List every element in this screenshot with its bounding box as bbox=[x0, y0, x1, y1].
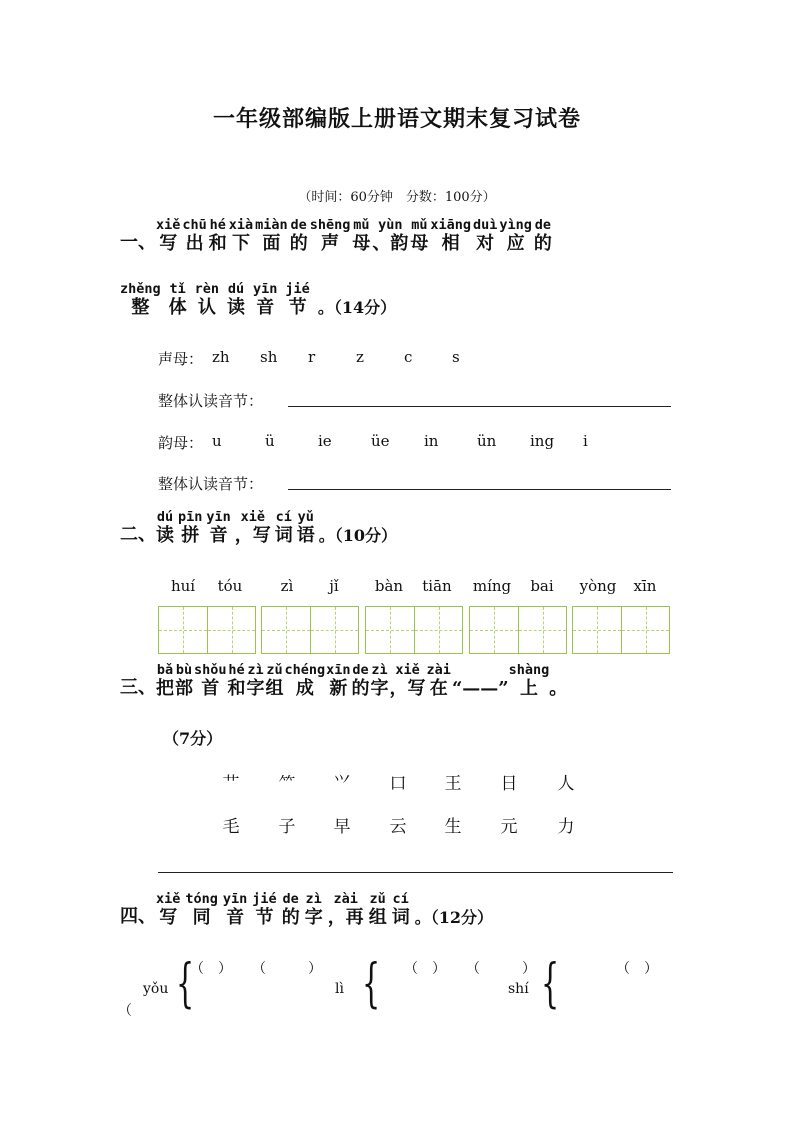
ruby-pinyin: mǔ bbox=[411, 217, 428, 233]
ruby-hanzi: 节 bbox=[255, 907, 274, 928]
writing-cell[interactable] bbox=[414, 607, 462, 653]
ruby-hanzi: 字 bbox=[304, 907, 323, 928]
component-char: 子 bbox=[278, 817, 296, 837]
answer-line-2[interactable] bbox=[288, 489, 671, 490]
ruby-word bbox=[156, 892, 180, 929]
ruby-pinyin: xīn bbox=[326, 662, 351, 678]
ruby-pinyin: zì bbox=[371, 662, 388, 678]
pinyin-prompt: míng bbox=[472, 577, 512, 595]
ruby-hanzi: 体 bbox=[168, 297, 187, 318]
paren-2[interactable]: （ ） bbox=[252, 961, 322, 977]
ruby-pinyin: yǔ bbox=[297, 509, 314, 525]
ruby-word bbox=[255, 218, 288, 255]
sound-you: yǒu bbox=[143, 981, 169, 997]
ruby-pinyin: xiāng bbox=[430, 217, 471, 233]
ruby-word bbox=[227, 282, 245, 319]
ruby-word bbox=[206, 510, 230, 547]
section3-quote: “——” bbox=[451, 678, 509, 699]
letter-item: üe bbox=[371, 432, 390, 450]
component-char: 王 bbox=[444, 774, 462, 794]
ruby-word bbox=[328, 892, 364, 929]
writing-cell[interactable] bbox=[366, 607, 414, 653]
ruby-hanzi: 音 bbox=[256, 297, 275, 318]
ruby-pinyin: tǐ bbox=[169, 281, 186, 297]
ruby-word bbox=[310, 218, 351, 255]
writing-cell[interactable] bbox=[470, 607, 518, 653]
component-char: 力 bbox=[557, 817, 575, 837]
ruby-pinyin: yìng bbox=[499, 217, 532, 233]
ruby-word bbox=[156, 510, 174, 547]
letter-item: r bbox=[308, 348, 316, 366]
ruby-hanzi: 组 bbox=[265, 678, 284, 699]
ruby-hanzi: 字 bbox=[370, 678, 389, 699]
ruby-word bbox=[275, 510, 293, 547]
ruby-hanzi: 把 bbox=[156, 678, 174, 699]
ruby-word bbox=[509, 663, 550, 700]
ruby-pinyin: de bbox=[290, 217, 307, 233]
ruby-word bbox=[369, 892, 387, 929]
ruby-hanzi: 字 bbox=[246, 678, 265, 699]
letter-item: i bbox=[583, 432, 588, 450]
zhengti-label-2: 整体认读音节： bbox=[158, 475, 264, 493]
ruby-hanzi: ，再 bbox=[327, 907, 364, 928]
pinyin-prompt: xīn bbox=[633, 577, 657, 595]
paren-1[interactable]: （ ） bbox=[190, 961, 232, 977]
component-char: 早 bbox=[333, 817, 351, 837]
paren-5[interactable]: （ ） bbox=[466, 961, 536, 977]
ruby-word bbox=[305, 892, 323, 929]
ruby-pinyin: shǒu bbox=[194, 662, 227, 678]
ruby-pinyin: hé bbox=[228, 662, 245, 678]
component-char: 人 bbox=[557, 774, 575, 794]
ruby-word bbox=[410, 218, 428, 255]
ruby-pinyin: chéng bbox=[284, 662, 326, 678]
ruby-pinyin: zài bbox=[333, 891, 358, 907]
ruby-pinyin: xià bbox=[228, 217, 254, 233]
exam-info: （时间：60分钟 分数：100分） bbox=[298, 190, 496, 205]
ruby-hanzi: 词 bbox=[274, 525, 293, 546]
ruby-word bbox=[297, 510, 315, 547]
ruby-pinyin: dú bbox=[156, 509, 174, 525]
paren-6[interactable]: （ ） bbox=[616, 961, 658, 977]
brace-left-1: { bbox=[176, 954, 195, 1014]
ruby-hanzi: 母 bbox=[410, 233, 429, 254]
ruby-word bbox=[352, 663, 370, 700]
ruby-pinyin: shàng bbox=[508, 662, 550, 678]
letter-item: ün bbox=[477, 432, 497, 450]
component-char: ⺮ bbox=[278, 774, 296, 794]
ruby-word bbox=[229, 218, 253, 255]
ruby-hanzi: 上 bbox=[519, 678, 538, 699]
ruby-pinyin: zǔ bbox=[266, 662, 283, 678]
writing-cell[interactable] bbox=[573, 607, 621, 653]
ruby-word bbox=[372, 218, 408, 255]
ruby-word bbox=[473, 218, 497, 255]
letter-item: z bbox=[356, 348, 364, 366]
writing-cell[interactable] bbox=[518, 607, 566, 653]
ruby-pinyin: duì bbox=[472, 217, 498, 233]
page-title: 一年级部编版上册语文期末复习试卷 bbox=[212, 106, 581, 132]
ruby-word bbox=[252, 892, 276, 929]
ruby-pinyin: de bbox=[352, 662, 369, 678]
ruby-hanzi: 节 bbox=[288, 297, 307, 318]
ruby-word bbox=[120, 282, 161, 319]
ruby-word bbox=[195, 282, 219, 319]
ruby-word bbox=[209, 218, 227, 255]
ruby-pinyin: de bbox=[282, 891, 299, 907]
section3-period: 。 bbox=[549, 678, 568, 699]
ruby-word bbox=[182, 218, 206, 255]
ruby-hanzi: ，写 bbox=[234, 525, 271, 546]
ruby-word bbox=[371, 663, 389, 700]
letter-item: zh bbox=[212, 348, 230, 366]
ruby-word bbox=[178, 510, 202, 547]
ruby-hanzi: 的 bbox=[351, 678, 370, 699]
ruby-word bbox=[156, 663, 174, 700]
ruby-hanzi: 声 bbox=[321, 233, 339, 254]
letter-item: sh bbox=[260, 348, 278, 366]
ruby-pinyin: shēng bbox=[309, 217, 351, 233]
ruby-pinyin: xiě bbox=[156, 891, 181, 907]
ruby-pinyin: pīn bbox=[178, 509, 203, 525]
ruby-pinyin: jié bbox=[252, 891, 277, 907]
ruby-hanzi: 相 bbox=[441, 233, 460, 254]
writing-grid[interactable] bbox=[158, 606, 256, 654]
pinyin-prompt: tóu bbox=[217, 577, 243, 595]
ruby-hanzi: 成 bbox=[295, 678, 314, 699]
pinyin-prompt: bàn bbox=[374, 577, 404, 595]
shengmu-label: 声母： bbox=[158, 350, 204, 368]
ruby-hanzi: ，写 bbox=[389, 678, 426, 699]
letter-item: ie bbox=[318, 432, 332, 450]
ruby-word bbox=[427, 663, 451, 700]
letter-item: u bbox=[212, 432, 222, 450]
ruby-word bbox=[290, 218, 308, 255]
ruby-word bbox=[228, 663, 246, 700]
ruby-hanzi: 的 bbox=[533, 233, 552, 254]
pinyin-prompt: huí bbox=[170, 577, 196, 595]
zhengti-label-1: 整体认读音节： bbox=[158, 392, 264, 410]
ruby-pinyin: tóng bbox=[185, 891, 218, 907]
writing-cell[interactable] bbox=[159, 607, 207, 653]
ruby-hanzi: 的 bbox=[281, 907, 300, 928]
section1-number: 一、 bbox=[120, 232, 156, 253]
ruby-hanzi: 下 bbox=[231, 233, 250, 254]
pinyin-prompt: bai bbox=[530, 577, 554, 595]
ruby-pinyin: de bbox=[534, 217, 551, 233]
brace-left-3: { bbox=[541, 954, 560, 1014]
pinyin-prompt: jǐ bbox=[329, 577, 339, 595]
writing-cell[interactable] bbox=[310, 607, 358, 653]
component-char: 元 bbox=[500, 817, 518, 837]
section3-points: （7分） bbox=[163, 729, 223, 748]
ruby-hanzi: 组 bbox=[368, 907, 387, 928]
ruby-hanzi: 语 bbox=[296, 525, 315, 546]
ruby-hanzi: 写 bbox=[159, 233, 178, 254]
pinyin-prompt: zì bbox=[280, 577, 294, 595]
ruby-word bbox=[175, 663, 193, 700]
ruby-hanzi: 对 bbox=[476, 233, 495, 254]
ruby-hanzi: 应 bbox=[506, 233, 525, 254]
ruby-word bbox=[499, 218, 532, 255]
ruby-hanzi: 读 bbox=[227, 297, 246, 318]
ruby-word bbox=[326, 663, 350, 700]
ruby-hanzi: 同 bbox=[192, 907, 211, 928]
ruby-pinyin: miàn bbox=[255, 217, 288, 233]
ruby-pinyin: xiě bbox=[395, 662, 420, 678]
ruby-word bbox=[253, 282, 277, 319]
letter-item: ing bbox=[530, 432, 555, 450]
ruby-pinyin: zì bbox=[247, 662, 264, 678]
section2-points: 。（10分） bbox=[318, 526, 398, 545]
writing-grid[interactable] bbox=[365, 606, 463, 654]
answer-line-3[interactable] bbox=[158, 872, 673, 873]
ruby-pinyin: zì bbox=[305, 891, 322, 907]
pinyin-prompt: yòng bbox=[579, 577, 617, 595]
component-char: 日 bbox=[500, 774, 518, 794]
ruby-pinyin: zhěng bbox=[120, 281, 161, 297]
ruby-pinyin: zài bbox=[426, 662, 451, 678]
ruby-hanzi: 和 bbox=[227, 678, 246, 699]
ruby-word bbox=[285, 663, 326, 700]
ruby-word bbox=[282, 892, 300, 929]
writing-cell[interactable] bbox=[621, 607, 669, 653]
sound-li: lì bbox=[335, 981, 344, 997]
ruby-hanzi: 部 bbox=[175, 678, 193, 699]
ruby-word bbox=[392, 892, 410, 929]
section1-points: 。（14分） bbox=[317, 298, 397, 317]
ruby-pinyin: zǔ bbox=[369, 891, 386, 907]
writing-cell[interactable] bbox=[262, 607, 310, 653]
answer-line-1[interactable] bbox=[288, 406, 671, 407]
writing-grid[interactable] bbox=[261, 606, 359, 654]
ruby-word bbox=[194, 663, 227, 700]
ruby-pinyin: bǎ bbox=[156, 662, 174, 678]
ruby-hanzi: 出 bbox=[185, 233, 204, 254]
ruby-hanzi: 读 bbox=[156, 525, 174, 546]
ruby-hanzi: 母 bbox=[352, 233, 371, 254]
ruby-word bbox=[223, 892, 247, 929]
ruby-word bbox=[156, 218, 180, 255]
brace-left-2: { bbox=[362, 954, 381, 1014]
component-char: 云 bbox=[389, 817, 407, 837]
sound-shi: shí bbox=[508, 981, 529, 997]
letter-item: ü bbox=[265, 432, 275, 450]
ruby-hanzi: 认 bbox=[197, 297, 216, 318]
section3-heading bbox=[120, 663, 567, 700]
ruby-pinyin: mǔ bbox=[353, 217, 370, 233]
section4-points: 。（12分） bbox=[414, 908, 493, 927]
ruby-pinyin: cí bbox=[392, 891, 409, 907]
section1-heading-line2 bbox=[120, 282, 396, 319]
ruby-pinyin: yīn bbox=[222, 891, 248, 907]
ruby-word bbox=[169, 282, 187, 319]
ruby-pinyin: chū bbox=[182, 217, 207, 233]
yunmu-row bbox=[158, 432, 203, 453]
section4-number: 四、 bbox=[120, 906, 156, 927]
paren-3[interactable]: （ bbox=[118, 1003, 132, 1019]
ruby-hanzi: 首 bbox=[201, 678, 220, 699]
component-char: 艹 bbox=[222, 774, 240, 794]
section2-heading bbox=[120, 510, 397, 547]
letter-item: in bbox=[424, 432, 439, 450]
ruby-hanzi: 的 bbox=[289, 233, 308, 254]
section2-number: 二、 bbox=[120, 524, 156, 545]
ruby-pinyin: jié bbox=[285, 281, 310, 297]
section1-heading-line1 bbox=[120, 218, 554, 255]
ruby-word bbox=[235, 510, 271, 547]
ruby-hanzi: 词 bbox=[391, 907, 410, 928]
ruby-hanzi: 音 bbox=[226, 907, 245, 928]
writing-grid[interactable] bbox=[572, 606, 670, 654]
ruby-pinyin: dú bbox=[227, 281, 245, 297]
ruby-hanzi: 拼 bbox=[181, 525, 200, 546]
ruby-hanzi: 整 bbox=[131, 297, 150, 318]
ruby-word bbox=[247, 663, 265, 700]
ruby-hanzi: 面 bbox=[262, 233, 281, 254]
section3-number: 三、 bbox=[120, 677, 156, 698]
ruby-word bbox=[266, 663, 284, 700]
component-char: ⺍ bbox=[333, 774, 351, 794]
ruby-pinyin: yīn bbox=[206, 509, 231, 525]
ruby-word bbox=[285, 282, 309, 319]
ruby-word bbox=[390, 663, 426, 700]
ruby-pinyin: yīn bbox=[253, 281, 278, 297]
paren-4[interactable]: （ ） bbox=[404, 961, 446, 977]
ruby-hanzi: 新 bbox=[329, 678, 348, 699]
ruby-hanzi: 、韵 bbox=[372, 233, 409, 254]
ruby-hanzi: 音 bbox=[209, 525, 228, 546]
ruby-word bbox=[430, 218, 471, 255]
ruby-hanzi: 和 bbox=[208, 233, 227, 254]
writing-grid[interactable] bbox=[469, 606, 567, 654]
ruby-word bbox=[352, 218, 370, 255]
ruby-pinyin: xiě bbox=[156, 217, 181, 233]
shengmu-row bbox=[158, 348, 203, 369]
ruby-pinyin: cí bbox=[275, 509, 292, 525]
ruby-hanzi: 在 bbox=[429, 678, 448, 699]
writing-cell[interactable] bbox=[207, 607, 255, 653]
ruby-pinyin: yùn bbox=[378, 217, 403, 233]
ruby-pinyin: bù bbox=[175, 662, 193, 678]
component-char: 口 bbox=[389, 774, 407, 794]
ruby-pinyin: hé bbox=[209, 217, 226, 233]
letter-item: c bbox=[404, 348, 413, 366]
letter-item: s bbox=[452, 348, 460, 366]
yunmu-label: 韵母： bbox=[158, 434, 204, 452]
section4-heading bbox=[120, 892, 493, 929]
ruby-word bbox=[185, 892, 218, 929]
component-char: 毛 bbox=[222, 817, 240, 837]
component-char: 生 bbox=[444, 817, 462, 837]
pinyin-prompt: tiān bbox=[422, 577, 452, 595]
ruby-word bbox=[534, 218, 552, 255]
ruby-pinyin: rèn bbox=[194, 281, 220, 297]
ruby-hanzi: 写 bbox=[159, 907, 178, 928]
ruby-pinyin: xiě bbox=[240, 509, 265, 525]
